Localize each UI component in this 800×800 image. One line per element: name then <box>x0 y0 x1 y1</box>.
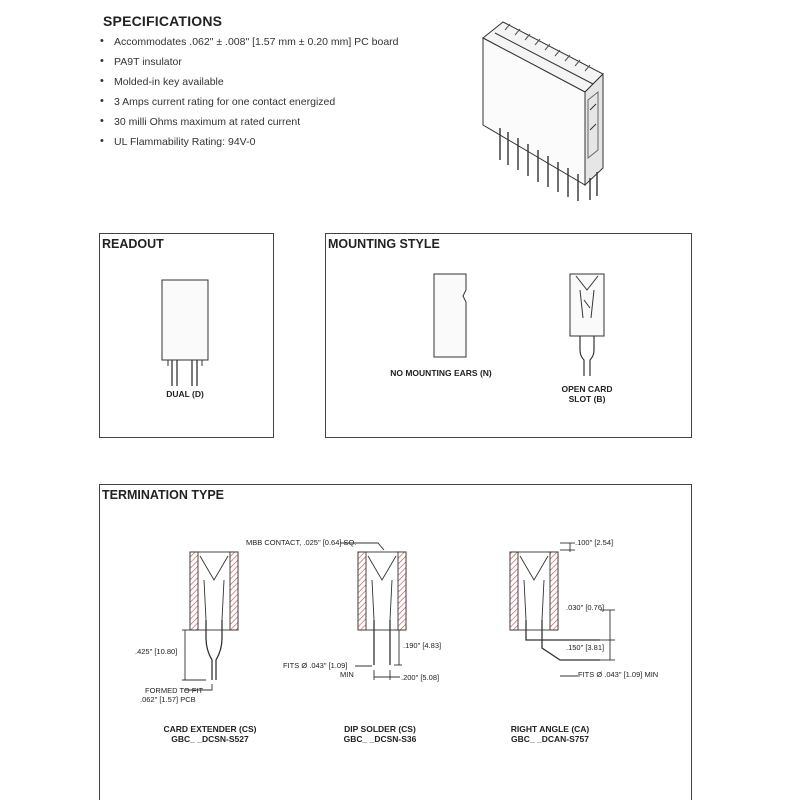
mounting-style-title: MOUNTING STYLE <box>328 237 440 251</box>
dip-spacing-dim: .200" [5.08] <box>401 673 440 682</box>
card-extender-height-dim: .425" [10.80] <box>135 647 178 656</box>
mounting-style-panel <box>325 233 692 438</box>
right-angle-fits-dim: FITS Ø .043" [1.09] MIN <box>578 670 659 679</box>
right-angle-pitch-dim: .100" [2.54] <box>575 538 614 547</box>
open-card-slot-label <box>547 384 627 404</box>
termination-type-title: TERMINATION TYPE <box>102 488 224 502</box>
spec-item: • Accommodates .062" ± .008" [1.57 mm ± 0.20 mm] PC board <box>100 36 399 56</box>
right-angle-offset-dim: .030" [0.76] <box>566 603 605 612</box>
dip-solder-part: GBC_ _DCSN-S36 <box>343 734 417 744</box>
dip-solder-label <box>310 724 450 744</box>
spec-item: • PA9T insulator <box>100 56 399 76</box>
card-extender-label <box>140 724 280 744</box>
readout-title: READOUT <box>102 237 164 251</box>
card-extender-formed-line2: .062" [1.57] PCB <box>140 695 196 704</box>
open-card-line1: OPEN CARD <box>561 384 613 394</box>
card-extender-formed-line1: FORMED TO FIT <box>145 686 204 695</box>
spec-item: • 3 Amps current rating for one contact energized <box>100 96 399 116</box>
card-extender-part: GBC_ _DCSN-S527 <box>171 734 249 744</box>
spec-item: • UL Flammability Rating: 94V-0 <box>100 136 399 156</box>
dip-fits-line2: MIN <box>340 670 354 679</box>
mbb-contact-note: MBB CONTACT, .025" [0.64] SQ. <box>246 538 357 547</box>
specifications-list <box>100 36 399 156</box>
no-mounting-ears-label: NO MOUNTING EARS (N) <box>390 368 492 378</box>
dual-label: DUAL (D) <box>166 389 204 399</box>
card-extender-name: CARD EXTENDER (CS) <box>163 724 257 734</box>
dip-fits-line1: FITS Ø .043" [1.09] <box>283 661 348 670</box>
spec-item: • 30 milli Ohms maximum at rated current <box>100 116 399 136</box>
open-card-line2: SLOT (B) <box>568 394 606 404</box>
termination-type-panel <box>99 484 692 800</box>
right-angle-part: GBC_ _DCAN-S757 <box>511 734 589 744</box>
readout-panel <box>99 233 274 438</box>
spec-item: • Molded-in key available <box>100 76 399 96</box>
right-angle-label <box>480 724 620 744</box>
dip-tail-dim: .190" [4.83] <box>403 641 442 650</box>
specifications-title: SPECIFICATIONS <box>103 13 223 29</box>
dip-solder-name: DIP SOLDER (CS) <box>344 724 416 734</box>
right-angle-row-dim: .150" [3.81] <box>566 643 605 652</box>
right-angle-name: RIGHT ANGLE (CA) <box>510 724 590 734</box>
